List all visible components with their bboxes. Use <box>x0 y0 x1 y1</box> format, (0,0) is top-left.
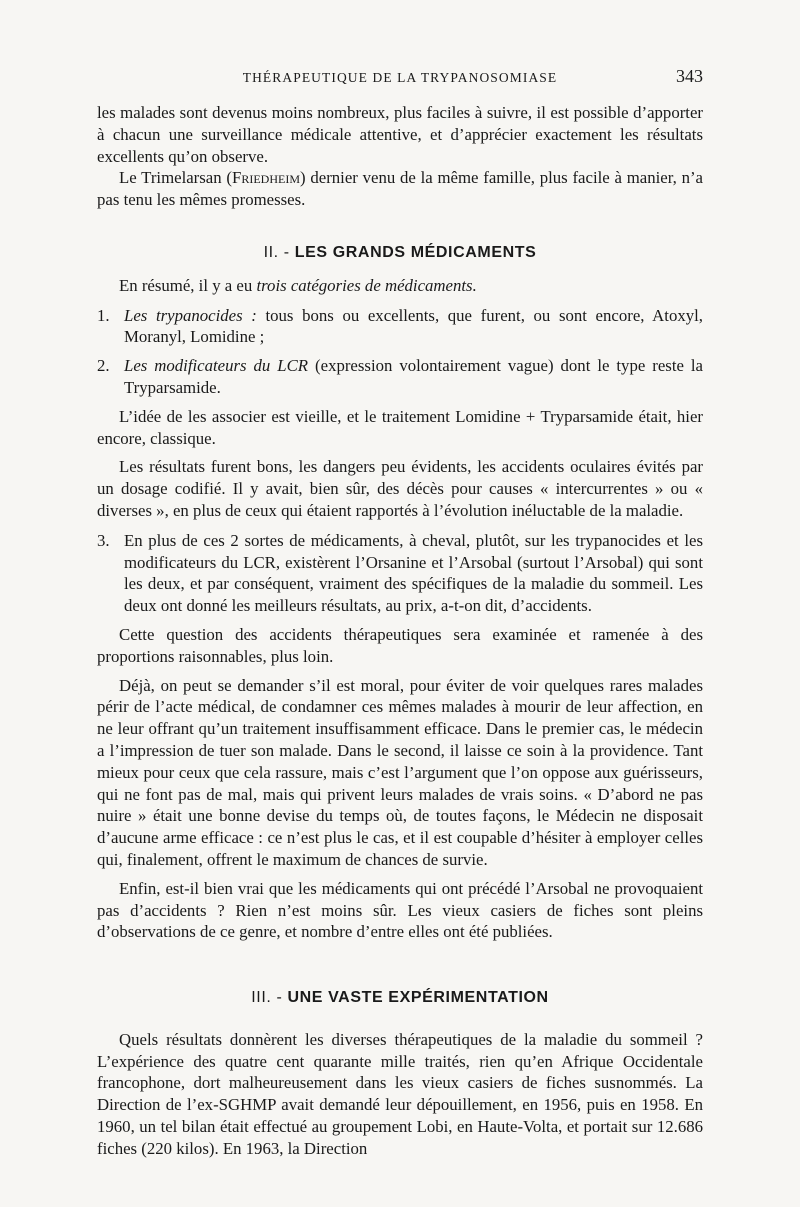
text-fragment: (expression volontairement vague) dont le type reste la Tryparsamide. <box>124 356 704 397</box>
text-fragment: ) dernier venu de la même famille, plus facile à manier, n’a pas tenu les mêmes promesses. <box>97 168 703 210</box>
running-head <box>97 66 703 90</box>
section-numeral: II. - <box>263 243 290 261</box>
list-item-2 <box>97 355 703 399</box>
section-heading-2 <box>97 242 703 264</box>
paragraph-quels: Quels résultats donnèrent les diverses thérapeutiques de la maladie du sommeil ? L’expérience des quatre cent quarante mille traités, rien qu’en Afrique Occidentale francophone, dort malheureusement dans les vieux casiers de fiches susnommés. La Direction de l’ex-SGHMP avait demandé leur dépouillement, en 1956, puis en 1958. En 1960, un tel bilan était effectué au groupement Lobi, en Haute-Volta, et portait sur 12.686 fiches (220 kilos). En 1963, la Direction <box>97 1029 703 1158</box>
author-name: Friedheim <box>232 168 300 188</box>
emphasis-text: trois catégories de médicaments. <box>256 275 477 295</box>
section-title: LES GRANDS MÉDICAMENTS <box>294 243 537 261</box>
section-heading-3 <box>97 987 703 1009</box>
text-fragment: Le Trimelarsan ( <box>119 168 232 188</box>
paragraph-moral: Déjà, on peut se demander s’il est moral, pour éviter de voir quelques rares malades périr de l’acte médical, de condamner ces mêmes malades à mourir de leur affection, en ne leur offrant qu’un traitement insuffisamment efficace. Dans le premier cas, le médecin a l’impression de tuer son malade. Dans le second, il laisse ce soin à la providence. Tant mieux pour ceux que cela rassure, mais c’est l’argument que l’on oppose aux guérisseurs, qui ne font pas de mal, mais qui privent leurs malades de vrais soins. « D’abord ne pas nuire » était une bonne devise du temps où, de toutes façons, le Médecin ne disposait d’aucune arme efficace : ce n’est plus le cas, et il est coupable d’hésiter à employer celles qui, finalement, offrent le maximum de chances de survie. <box>97 675 703 869</box>
running-title: THÉRAPEUTIQUE DE LA TRYPANOSOMIASE <box>242 70 558 85</box>
summary-sentence <box>97 275 703 297</box>
paragraph-enfin: Enfin, est-il bien vrai que les médicaments qui ont précédé l’Arsobal ne provoquaient pas d’accidents ? Rien n’est moins sûr. Les vieux casiers de fiches sont pleins d’observations de ce genre, et nombre d’entre elles ont été publiées. <box>97 878 703 942</box>
list-number: 2. <box>97 356 110 376</box>
text-fragment: tous bons ou excellents, que furent, ou sont encore, Atoxyl, Moranyl, Lomidine ; <box>124 305 703 347</box>
list-text: En plus de ces 2 sortes de médicaments, à cheval, plutôt, sur les trypanocides et les modificateurs du LCR, existèrent l’Orsanine et l’Arsobal (surtout l’Arsobal) qui sont les deux, et par conséquent, vraiment des spécifiques de la maladie du sommeil. Les deux ont donné les meilleurs résultats, au prix, a-t-on dit, d’accidents. <box>124 530 703 616</box>
paragraph-results: Les résultats furent bons, les dangers peu évidents, les accidents oculaires évités par un dosage codifié. Il y avait, bien sûr, des décès pour causes « intercurrentes » ou « diverses », en plus de ceux qui étaient rapportés à l’évolution inéluctable de la maladie. <box>97 457 703 520</box>
list-item-3 <box>97 530 703 617</box>
emphasis-text: Les trypanocides : <box>124 305 257 325</box>
paragraph-question: Cette question des accidents thérapeutiques sera examinée et ramenée à des proportions raisonnables, plus loin. <box>97 624 703 666</box>
emphasis-text: Les modificateurs du LCR <box>124 356 309 376</box>
text-fragment: En résumé, il y a eu <box>119 275 257 295</box>
page-number: 343 <box>676 66 703 86</box>
paragraph-trimelarsan <box>97 167 703 211</box>
list-number: 1. <box>97 305 110 325</box>
section-numeral: III. - <box>251 989 283 1007</box>
section-title: UNE VASTE EXPÉRIMENTATION <box>287 989 549 1007</box>
list-item-1 <box>97 305 703 349</box>
list-text <box>124 355 703 399</box>
paragraph-association: L’idée de les associer est vieille, et le traitement Lomidine + Tryparsamide était, hier encore, classique. <box>97 406 703 448</box>
paragraph-continuation: les malades sont devenus moins nombreux, plus faciles à suivre, il est possible d’apporter à chacun une surveillance médicale attentive, et d’apprécier exactement les résultats excellents qu’on observe. <box>97 103 703 166</box>
body-text <box>97 102 703 1160</box>
list-text <box>124 305 703 349</box>
list-number: 3. <box>97 530 110 550</box>
